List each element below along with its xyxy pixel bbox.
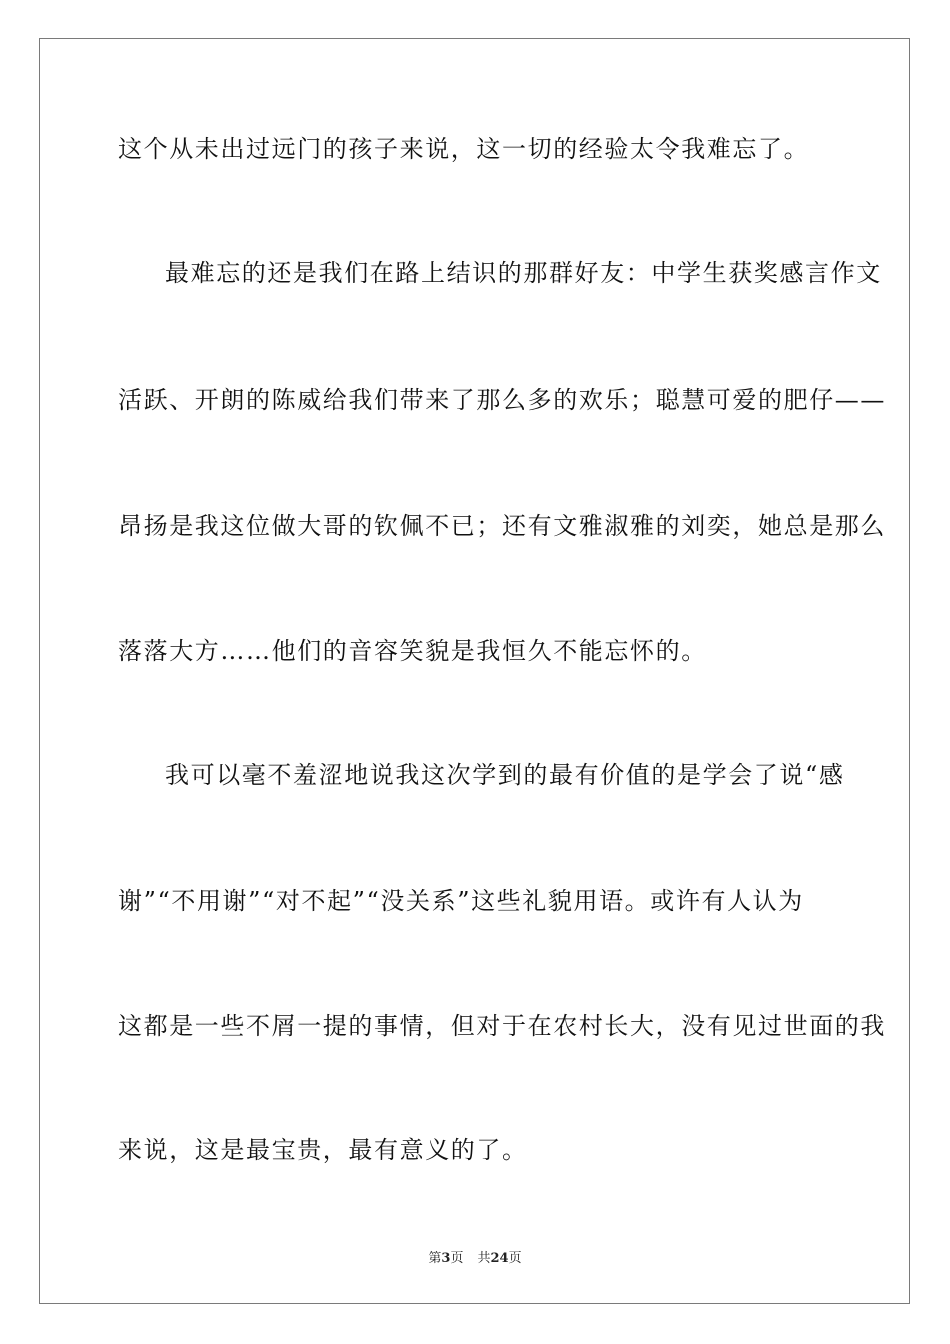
page-footer [0,1247,950,1266]
text-line-5: 落落大方……他们的音容笑貌是我恒久不能忘怀的。 [118,637,707,665]
text-line-4: 昂扬是我这位做大哥的钦佩不已；还有文雅淑雅的刘奕，她总是那么 [118,512,886,540]
text-line-1: 这个从未出过远门的孩子来说，这一切的经验太令我难忘了。 [118,135,810,163]
total-pages: 24 [490,1251,509,1266]
text-line-9: 来说，这是最宝贵，最有意义的了。 [118,1136,528,1164]
page-prefix: 第 [428,1251,442,1266]
total-suffix: 页 [508,1251,522,1266]
text-line-7: 谢”“不用谢”“对不起”“没关系”这些礼貌用语。或许有人认为 [118,887,804,915]
text-line-2: 最难忘的还是我们在路上结识的那群好友：中学生获奖感言作文 [165,259,882,287]
text-line-6: 我可以毫不羞涩地说我这次学到的最有价值的是学会了说“感 [165,761,845,789]
total-prefix: 共 [477,1251,491,1266]
text-line-8: 这都是一些不屑一提的事情，但对于在农村长大，没有见过世面的我 [118,1012,886,1040]
text-line-3: 活跃、开朗的陈威给我们带来了那么多的欢乐；聪慧可爱的肥仔—— [118,386,886,414]
page-border [39,38,910,1304]
page-number: 3 [441,1251,451,1266]
page-suffix: 页 [450,1251,464,1266]
